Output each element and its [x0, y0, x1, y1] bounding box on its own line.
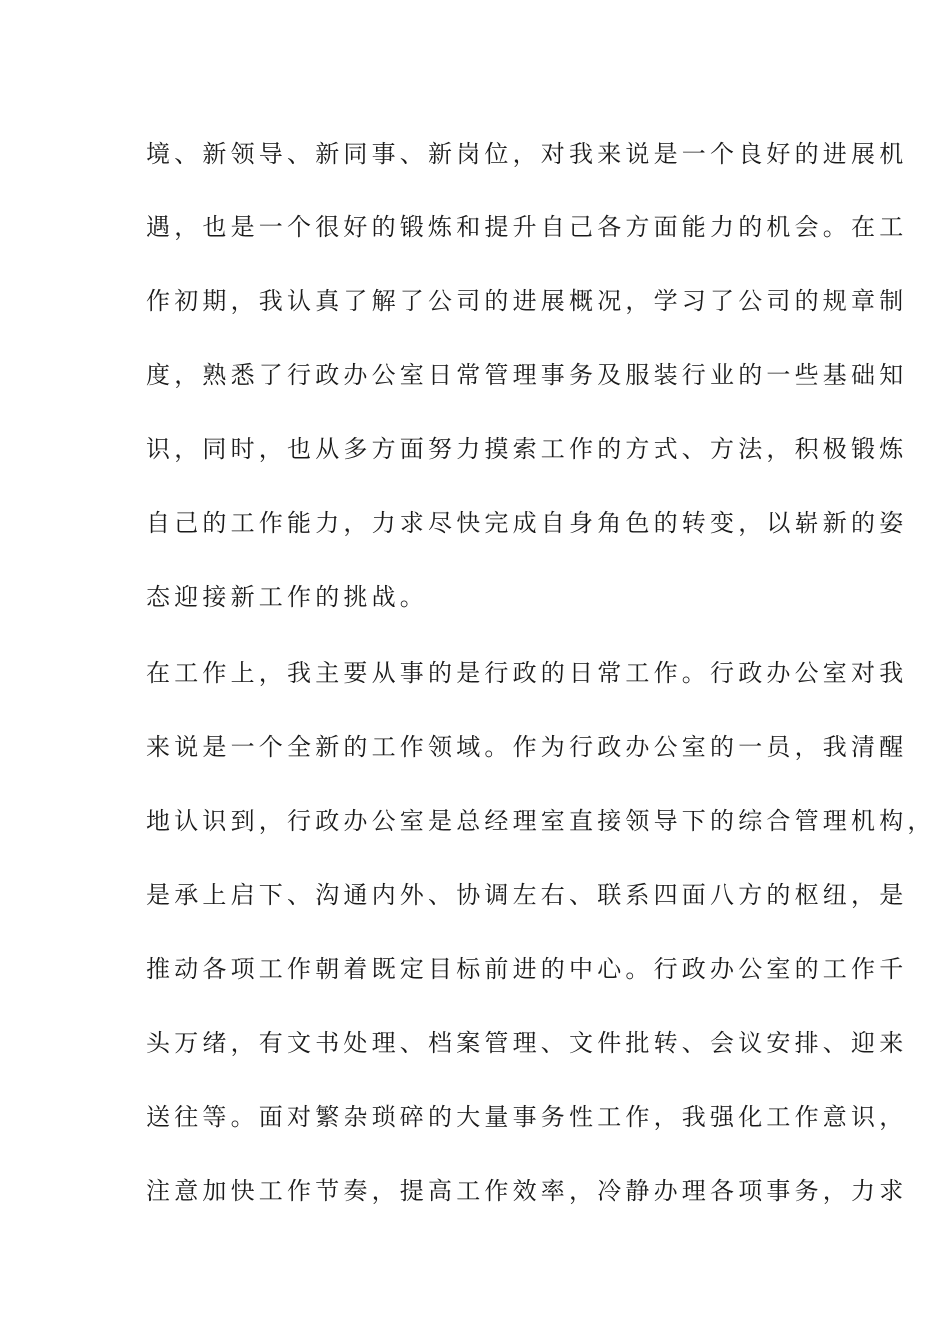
text-line: 态迎接新工作的挑战。: [146, 583, 428, 611]
text-line: 送往等。面对繁杂琐碎的大量事务性工作，我强化工作意识，: [146, 1103, 908, 1131]
text-line: 地认识到，行政办公室是总经理室直接领导下的综合管理机构，: [146, 807, 936, 835]
text-line: 作初期，我认真了解了公司的进展概况，学习了公司的规章制: [146, 287, 908, 315]
text-line: 境、新领导、新同事、新岗位，对我来说是一个良好的进展机: [146, 140, 908, 168]
text-line: 来说是一个全新的工作领域。作为行政办公室的一员，我清醒: [146, 733, 908, 761]
text-line: 自己的工作能力，力求尽快完成自身角色的转变，以崭新的姿: [146, 509, 908, 537]
text-line: 头万绪，有文书处理、档案管理、文件批转、会议安排、迎来: [146, 1029, 908, 1057]
text-line: 在工作上，我主要从事的是行政的日常工作。行政办公室对我: [146, 659, 908, 687]
text-line: 遇，也是一个很好的锻炼和提升自己各方面能力的机会。在工: [146, 213, 908, 241]
text-line: 注意加快工作节奏，提高工作效率，冷静办理各项事务，力求: [146, 1177, 908, 1205]
text-line: 是承上启下、沟通内外、协调左右、联系四面八方的枢纽，是: [146, 881, 908, 909]
text-line: 度，熟悉了行政办公室日常管理事务及服装行业的一些基础知: [146, 361, 908, 389]
text-line: 推动各项工作朝着既定目标前进的中心。行政办公室的工作千: [146, 955, 908, 983]
text-line: 识，同时，也从多方面努力摸索工作的方式、方法，积极锻炼: [146, 435, 908, 463]
